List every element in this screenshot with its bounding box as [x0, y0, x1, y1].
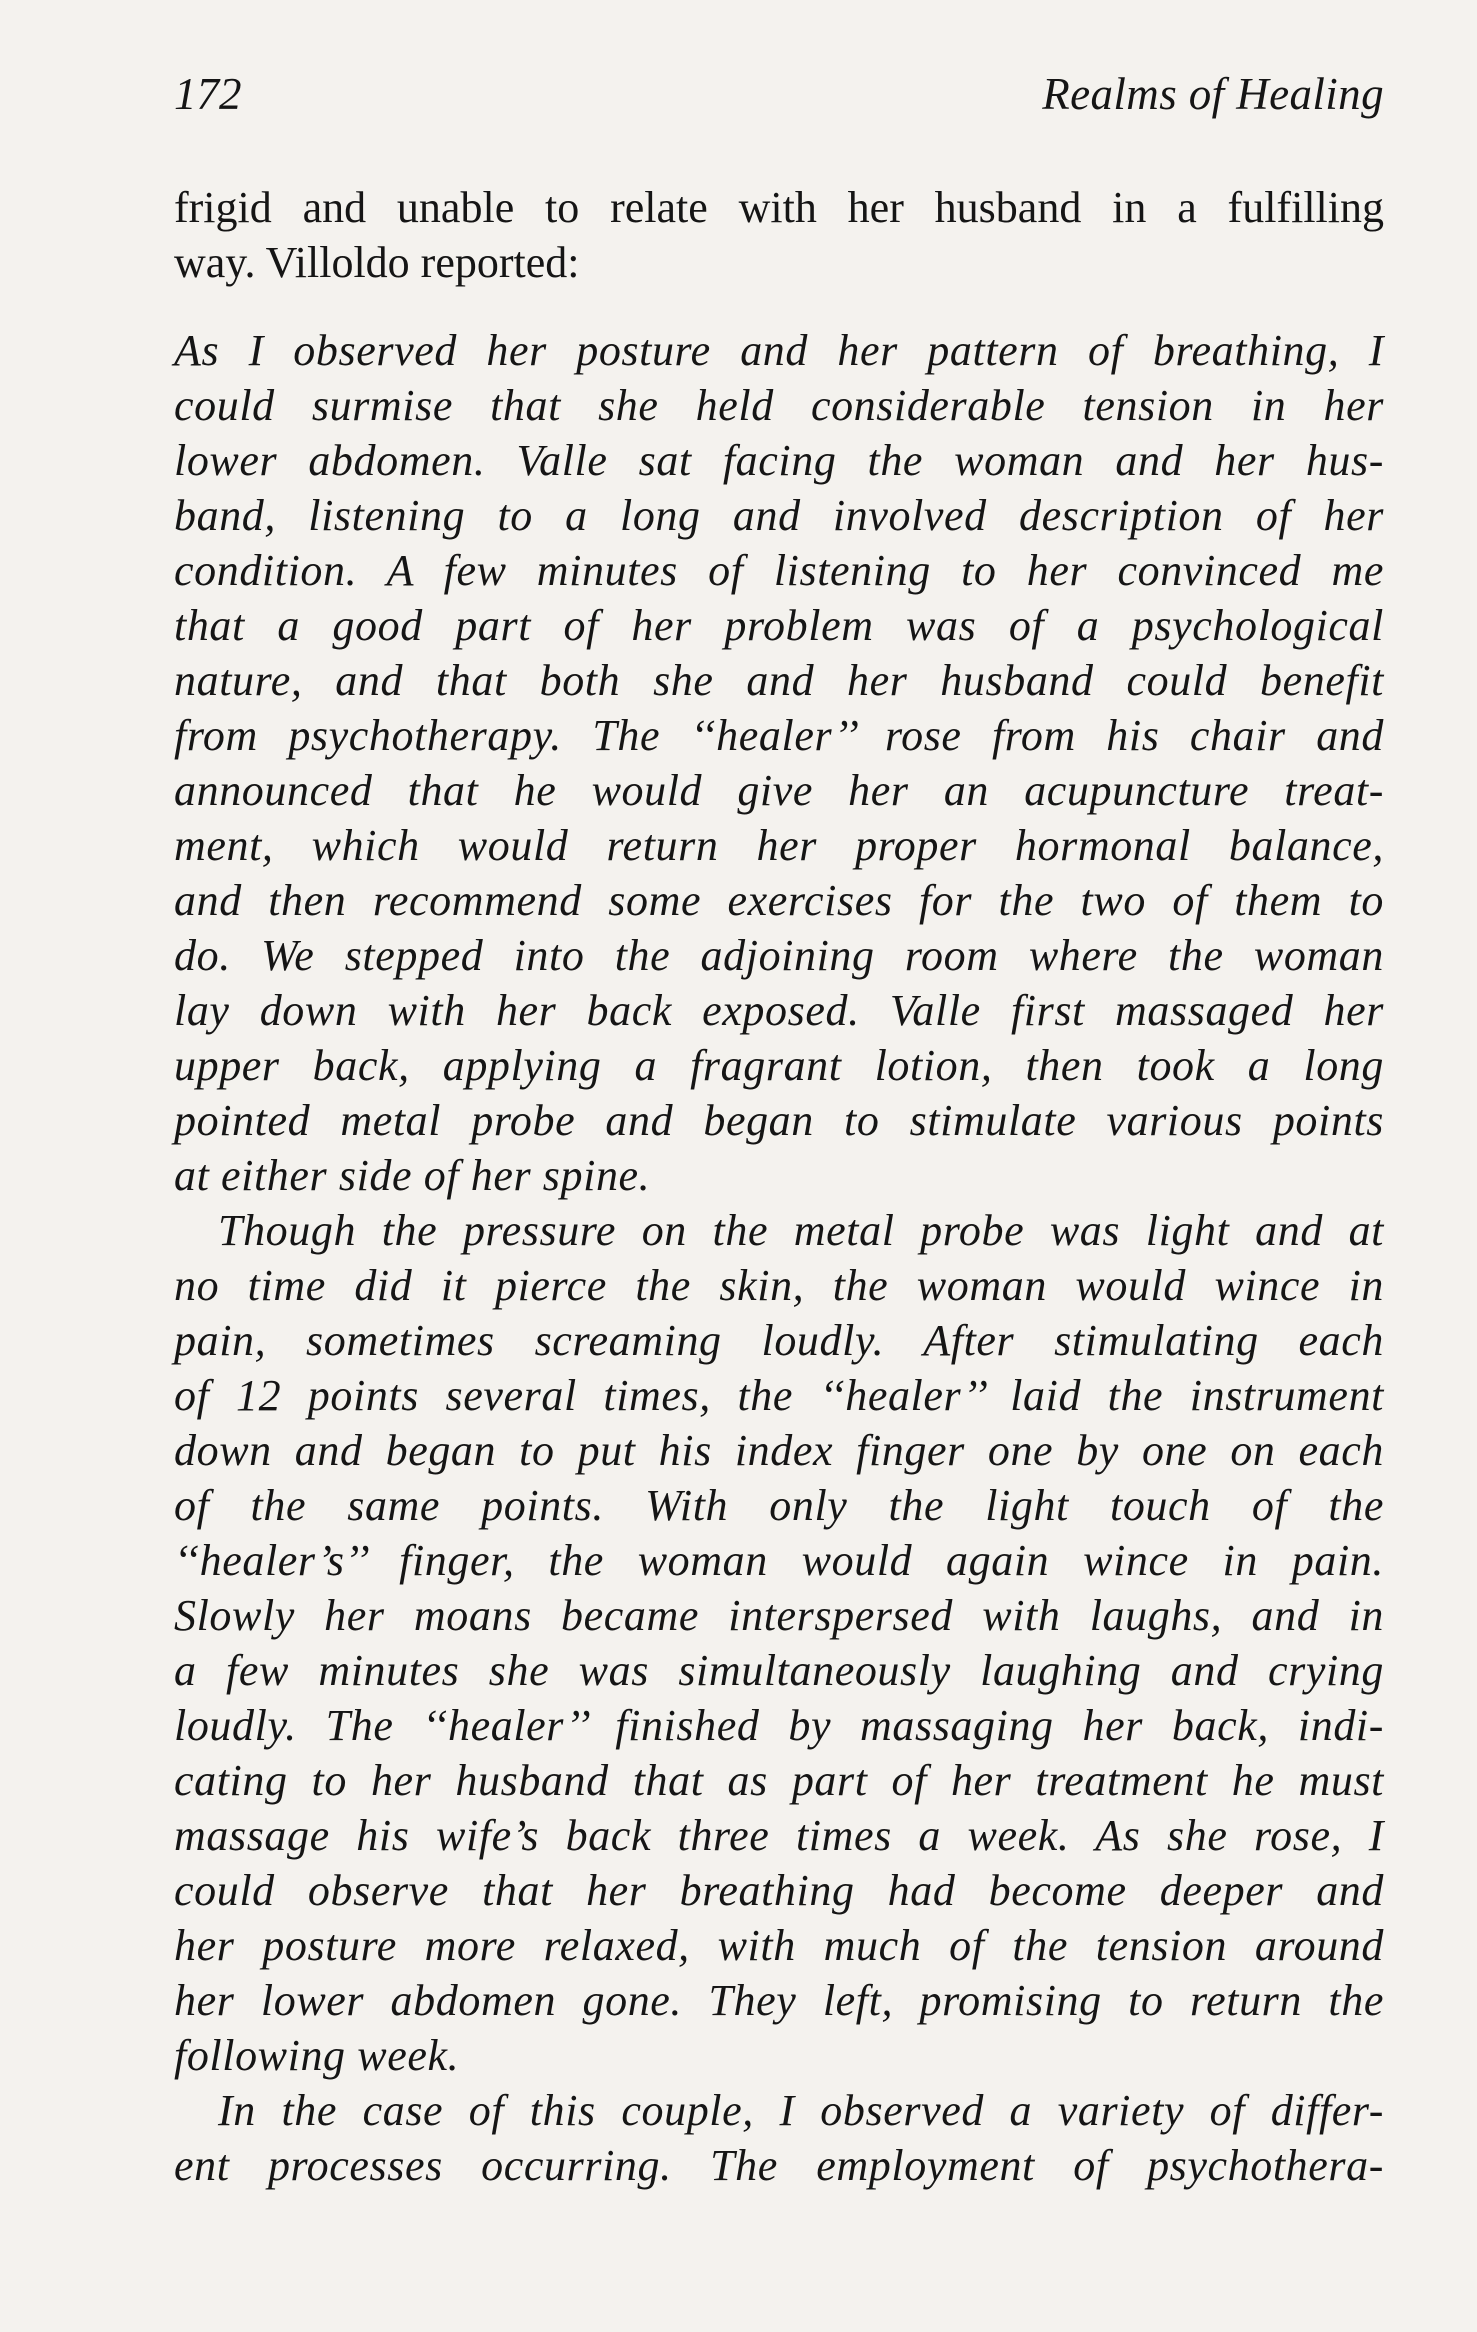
text-line: band, listening to a long and involved description of her	[174, 491, 1384, 540]
text-line: As I observed her posture and her pattern of breathing, I	[174, 326, 1384, 375]
text-line: at either side of her spine.	[174, 1151, 651, 1200]
text-line: and then recommend some exercises for the two of them to	[174, 876, 1384, 925]
text-line: do. We stepped into the adjoining room where the woman	[174, 931, 1384, 980]
text-line: way. Villoldo reported:	[174, 238, 580, 287]
text-line: that a good part of her problem was of a psychological	[174, 601, 1384, 650]
text-line: her posture more relaxed, with much of the tension around	[174, 1921, 1384, 1970]
text-line: pain, sometimes screaming loudly. After stimulating each	[174, 1316, 1384, 1365]
text-line: frigid and unable to relate with her husband in a fulfilling	[174, 183, 1384, 232]
text-line: ‘‘healer’s’’ finger, the woman would again wince in pain.	[174, 1536, 1384, 1585]
text-line: lower abdomen. Valle sat facing the woman and her hus-	[174, 436, 1384, 485]
running-title: Realms of Healing	[1042, 69, 1384, 119]
text-line: cating to her husband that as part of her treatment he must	[174, 1756, 1384, 1805]
text-line: loudly. The ‘‘healer’’ finished by massaging her back, indi-	[174, 1701, 1384, 1750]
text-line: pointed metal probe and began to stimulate various points	[174, 1096, 1384, 1145]
text-line: no time did it pierce the skin, the woman would wince in	[174, 1261, 1384, 1310]
text-line: of 12 points several times, the ‘‘healer’’ laid the instrument	[174, 1371, 1384, 1420]
text-line: lay down with her back exposed. Valle first massaged her	[174, 986, 1384, 1035]
text-line: from psychotherapy. The ‘‘healer’’ rose from his chair and	[174, 711, 1384, 760]
text-line: could observe that her breathing had become deeper and	[174, 1866, 1384, 1915]
page-number: 172	[174, 69, 242, 119]
body-text	[174, 180, 1384, 2193]
text-line: Slowly her moans became interspersed with laughs, and in	[174, 1591, 1384, 1640]
text-line: down and began to put his index finger one by one on each	[174, 1426, 1384, 1475]
text-line: could surmise that she held considerable tension in her	[174, 381, 1384, 430]
text-line: of the same points. With only the light touch of the	[174, 1481, 1384, 1530]
text-line: announced that he would give her an acupuncture treat-	[174, 766, 1384, 815]
text-line: massage his wife’s back three times a week. As she rose, I	[174, 1811, 1384, 1860]
text-line: her lower abdomen gone. They left, promising to return the	[174, 1976, 1384, 2025]
text-line: upper back, applying a fragrant lotion, then took a long	[174, 1041, 1384, 1090]
text-line: ent processes occurring. The employment of psychothera-	[174, 2141, 1384, 2190]
text-line: nature, and that both she and her husband could benefit	[174, 656, 1384, 705]
text-line: condition. A few minutes of listening to her convinced me	[174, 546, 1384, 595]
page-header	[174, 64, 1384, 124]
text-line: In the case of this couple, I observed a variety of differ-	[218, 2086, 1384, 2135]
text-line: ment, which would return her proper hormonal balance,	[174, 821, 1384, 870]
text-line: a few minutes she was simultaneously laughing and crying	[174, 1646, 1384, 1695]
text-line: Though the pressure on the metal probe was light and at	[218, 1206, 1384, 1255]
text-line: following week.	[174, 2031, 460, 2080]
